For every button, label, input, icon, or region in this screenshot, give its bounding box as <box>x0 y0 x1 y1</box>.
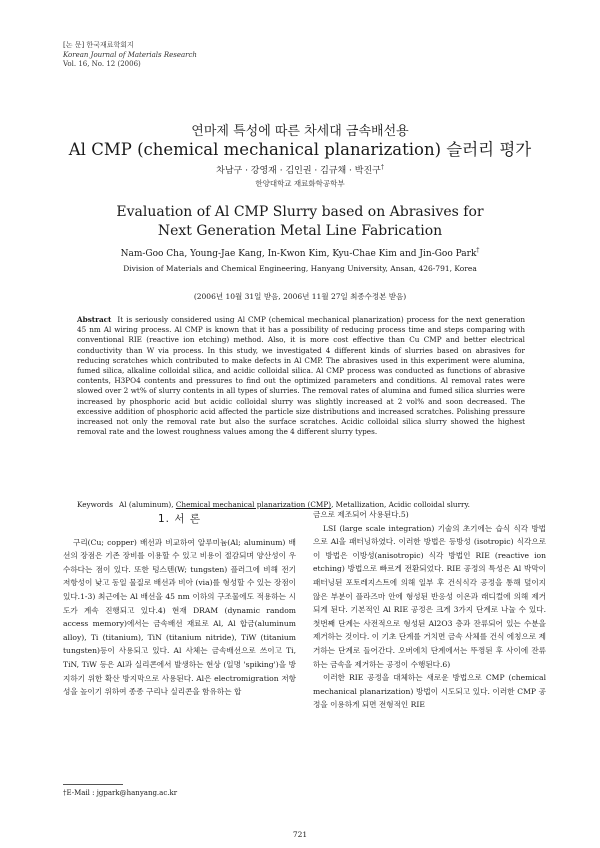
paragraph-right-1: LSI (large scale integration) 기술의 초기에는 습식 식각 방법으로 Al을 패터닝하였다. 이러한 방법은 등방성 (isotropic) 식각으로 이 방법은 이방성(anisotropic) 식각 방법인 RIE (reactive ion etching) 방법으로 빠르게 전환되었다. RIE 공정의 특성은 Al 박막이 패터닝된 포토레지스트에 의해 일부 후 건식식각 공정을 통해 덮이지 않은 부분이 플라즈마 안에 형성된 반응성 이온과 래디컬에 의해 제거되게 된다. 기본적인 Al RIE 공정은 크게 3가지 단계로 나눌 수 있다. 첫번째 단계는 사전적으로 형성된 Al2O3 층과 잔류되어 있는 수분을 제거하는 것이다. 이 기초 단계를 거치면 금속 사체를 건식 에칭으로 제거하는 단계로 들어간다. 오버에치 단계에서는 뚜껑된 후 사이에 잔류하는 금속을 제거하는 공정이 수행된다.6) <box>313 523 546 669</box>
keywords-prefix: Al (aluminum), <box>119 500 176 509</box>
page-number: 721 <box>292 830 308 839</box>
title-english-line1: Evaluation of Al CMP Slurry based on Abrasives for <box>116 204 484 220</box>
footnote-divider <box>63 784 123 785</box>
abstract-label: Abstract <box>77 315 112 324</box>
abstract <box>77 315 525 437</box>
corresponding-mark: † <box>380 164 384 171</box>
paragraph-right-0: 금으로 제조되어 사용된다.5) <box>313 510 409 519</box>
body-column-right <box>313 508 546 712</box>
journal-volume: Vol. 16, No. 12 (2006) <box>63 60 141 68</box>
paragraph-right-2: 이러한 RIE 공정을 대체하는 새로운 방법으로 CMP (chemical mechanical planarization) 방법이 시도되고 있다. 이러한 CMP 공정을 이용하게 되면 전형적인 RIE <box>313 673 546 710</box>
footnote-email: †E-Mail : jgpark@hanyang.ac.kr <box>63 789 178 797</box>
authors-english <box>0 247 600 259</box>
journal-header <box>63 41 197 70</box>
keywords-suffix: , Metallization, Acidic colloidal slurry. <box>331 500 470 509</box>
title-korean-line1: 연마제 특성에 따른 차세대 금속배선용 <box>191 124 409 139</box>
authors-english-names: Nam-Goo Cha, Young-Jae Kang, In-Kwon Kim, Kyu-Chae Kim and Jin-Goo Park <box>120 249 477 259</box>
corresponding-mark-en: † <box>476 247 480 254</box>
title-english-line2: Next Generation Metal Line Fabrication <box>157 223 443 239</box>
paragraph-left-1: 구리(Cu; copper) 배선과 비교하여 알루미늄(Al; aluminum) 배선의 장점은 기존 장비를 이용할 수 있고 비용이 절감되며 양산성이 우수하다는 점이 있다. 또한 텅스텐(W; tungsten) 플러그에 비해 전기 저항성이 낮고 동일 물질로 배선과 비아 (via)를 형성할 수 있는 장점이 있다.1-3) 최근에는 Al 배선을 45 nm 이하의 구조물에도 적용하는 시도가 계속 진행되고 있다.4) 현재 DRAM (dynamic random access memory)에서는 금속배선 재료로 Al, Al 합금(aluminum alloy), Ti (titanium), TiN (titanium nitride), TiW (titanium tungsten)등이 사용되고 있다. Al 사체는 금속배선으로 쓰이고 Ti, TiN, TiW 등은 Al과 실리콘에서 발생하는 현상 (일명 'spiking')을 방지하기 위한 확산 방지막으로 사용된다. Al은 electromigration 저항성을 높이기 위하여 종종 구리나 실리콘을 함유하는 합 <box>63 537 296 697</box>
section-heading-introduction: 1. 서 론 <box>158 513 201 525</box>
body-column-left <box>63 508 296 699</box>
authors-korean-names: 차남구 · 강영재 · 김인권 · 김규채 · 박진구 <box>216 166 381 176</box>
journal-category: [논 문] 한국재료학회지 <box>63 41 134 49</box>
keywords-label: Keywords <box>77 500 114 509</box>
affiliation-english: Division of Materials and Chemical Engineering, Hanyang University, Ansan, 426-791, Korea <box>123 264 477 273</box>
authors-korean <box>0 163 600 176</box>
affiliation-korean: 한양대학교 재료화학공학부 <box>255 179 345 188</box>
keywords-underlined: Chemical mechanical planarization (CMP) <box>175 500 332 509</box>
title-english <box>0 203 600 241</box>
journal-name: Korean Journal of Materials Research <box>63 50 197 59</box>
abstract-text: It is seriously considered using Al CMP (chemical mechanical planarization) process for the next generation 45 nm Al wiring process. Al CMP is known that it has a possibility of reducing process time and steps comparing with conventional RIE (reactive ion etching) method. Also, it is more cost effective than Cu CMP and better electrical conductivity than W via process. In this study, we investigated 4 different kinds of slurries based on abrasives for reducing scratches which contributed to make defects in Al CMP. The abrasives used in this experiment were alumina, fumed silica, alkaline colloidal silica, and acidic colloidal silica. Al CMP process was conducted as functions of abrasive contents, H3PO4 contents and pressures to find out the optimized parameters and conditions. Al removal rates were slowed over 2 wt% of slurry contents in all types of slurries. The removal rates of alumina and fumed silica slurries were increased by phosphoric acid but acidic colloidal slurry was slightly increased at 2 vol% and soon decreased. The excessive addition of phosphoric acid affected the particle size distributions and increased scratches. Polishing pressure increased not only the removal rate but also the surface scratches. Acidic colloidal silica slurry showed the highest removal rate and the lowest roughness values among the 4 different slurry types. <box>77 315 525 437</box>
received-dates: (2006년 10월 31일 받음, 2006년 11월 27일 최종수정본 받음) <box>193 292 407 301</box>
title-korean-line2: Al CMP (chemical mechanical planarization) 슬러리 평가 <box>68 140 532 159</box>
